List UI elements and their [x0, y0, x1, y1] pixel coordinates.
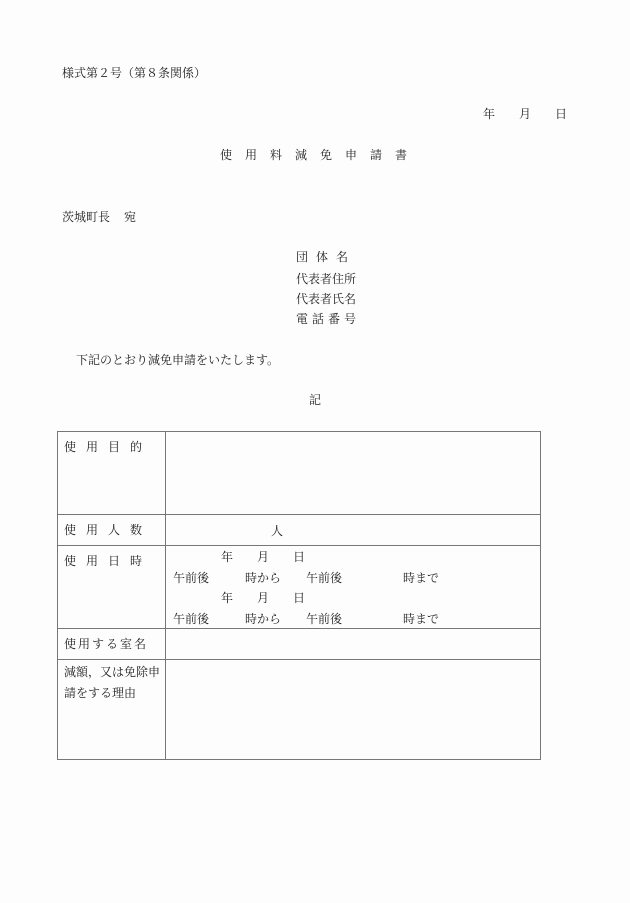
table-row-headcount — [58, 514, 540, 545]
row-label-reason: 減額，又は免除申請をする理由 — [64, 665, 161, 700]
addressee — [62, 210, 136, 224]
table-row-datetime — [58, 545, 540, 628]
table-row-room — [58, 628, 540, 659]
document-title: 使用料減免申請書 — [220, 148, 421, 162]
start-year-label: 年 — [221, 550, 234, 564]
addressee-name: 茨城町長 — [62, 210, 111, 224]
row-label-datetime: 使用日時 — [64, 554, 153, 568]
applicant-field-phone: 電話番号 — [296, 312, 361, 326]
row-label-purpose: 使用目的 — [64, 440, 153, 454]
start-day-label: 日 — [293, 550, 306, 564]
date-day-label: 日 — [555, 107, 568, 121]
column-divider — [165, 546, 166, 628]
second-month-label: 月 — [257, 591, 270, 605]
second-from-label: 時から — [245, 612, 282, 626]
second-until-label: 時まで — [403, 612, 440, 626]
addressee-suffix: 宛 — [124, 210, 137, 224]
row-label-room: 使用する室名 — [64, 637, 149, 651]
column-divider — [165, 629, 166, 659]
end-ampm-label: 午前後 — [306, 571, 343, 585]
second-year-label: 年 — [221, 591, 234, 605]
application-table — [57, 431, 541, 760]
date-year-label: 年 — [483, 107, 496, 121]
start-ampm-label: 午前後 — [173, 571, 210, 585]
form-number: 様式第２号（第８条関係） — [62, 66, 207, 80]
applicant-field-group-name: 団体名 — [296, 250, 357, 264]
second-start-ampm-label: 午前後 — [173, 612, 210, 626]
start-from-label: 時から — [245, 571, 282, 585]
start-month-label: 月 — [257, 550, 270, 564]
date-month-label: 月 — [519, 107, 532, 121]
applicant-field-representative-address: 代表者住所 — [296, 272, 357, 286]
headcount-unit: 人 — [271, 524, 284, 538]
end-until-label: 時まで — [403, 571, 440, 585]
table-row-purpose — [58, 432, 540, 514]
ki-heading: 記 — [309, 393, 322, 407]
intro-text: 下記のとおり減免申請をいたします。 — [76, 353, 280, 367]
column-divider — [165, 515, 166, 545]
second-day-label: 日 — [293, 591, 306, 605]
applicant-field-representative-name: 代表者氏名 — [296, 292, 357, 306]
row-label-headcount: 使用人数 — [64, 523, 153, 537]
column-divider — [165, 432, 166, 514]
column-divider — [165, 660, 166, 759]
table-row-reason — [58, 659, 540, 759]
second-end-ampm-label: 午前後 — [306, 612, 343, 626]
